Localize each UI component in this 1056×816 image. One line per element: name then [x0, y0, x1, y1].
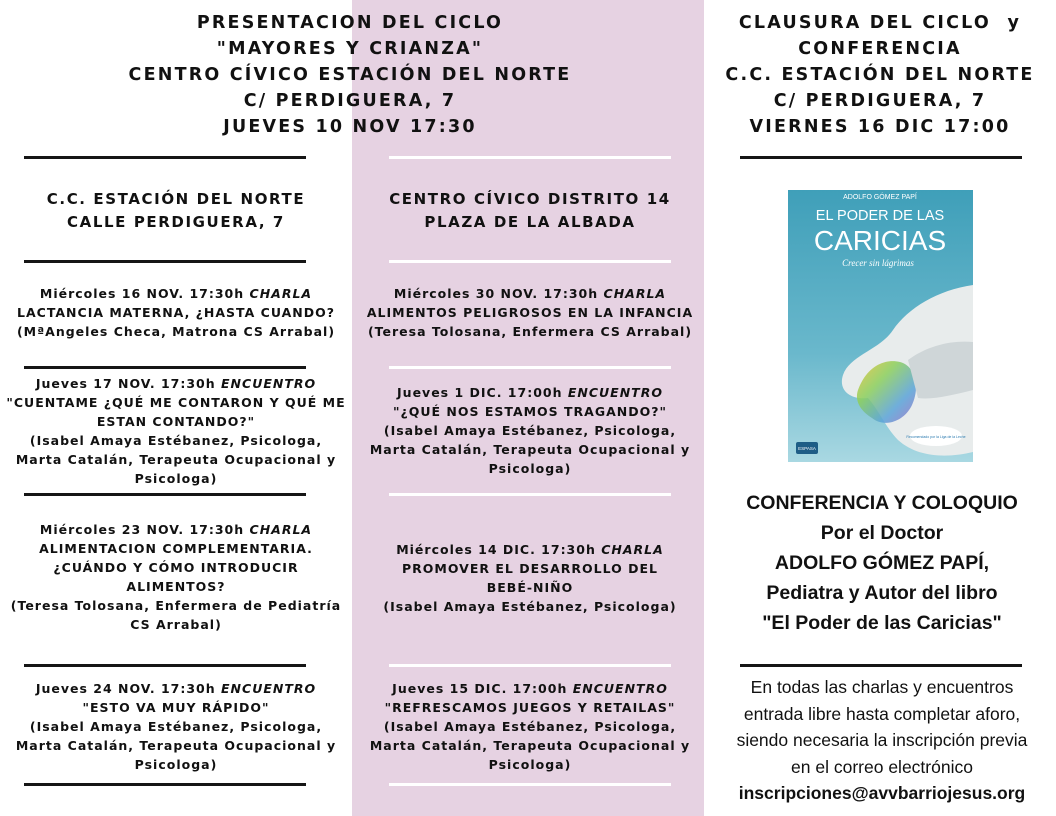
left-divider: [24, 156, 306, 159]
event-type: ENCUENTRO: [221, 681, 317, 696]
middle-event-2: [352, 383, 708, 478]
left-divider: [24, 783, 306, 786]
middle-divider: [389, 664, 671, 667]
event-type: ENCUENTRO: [567, 385, 663, 400]
event-date: Miércoles 16 NOV. 17:30h: [39, 286, 245, 301]
event-line: (Teresa Tolosana, Enfermera CS Arrabal): [367, 324, 693, 339]
registration-email-link[interactable]: inscripciones@avvbarriojesus.org: [738, 783, 1026, 803]
conference-line: CONFERENCIA Y COLOQUIO: [746, 492, 1018, 514]
middle-event-3: [352, 540, 708, 616]
event-line: (Isabel Amaya Estébanez, Psicologa,: [29, 433, 323, 448]
left-event-3: [0, 520, 352, 634]
event-line: (Isabel Amaya Estébanez, Psicologa,: [29, 719, 323, 734]
event-date: Miércoles 30 NOV. 17:30h: [393, 286, 599, 301]
conference-line: "El Poder de las Caricias": [762, 612, 1002, 634]
event-line: "REFRESCAMOS JUEGOS Y RETAILAS": [384, 700, 676, 715]
book-cover-image: [788, 190, 973, 462]
middle-divider: [389, 493, 671, 496]
event-line: Psicologa): [488, 461, 572, 476]
event-line: Marta Catalán, Terapeuta Ocupacional y: [15, 452, 337, 467]
registration-info: [704, 674, 1056, 807]
left-divider: [24, 260, 306, 263]
book-author: ADOLFO GÓMEZ PAPÍ: [843, 194, 917, 201]
event-line: LACTANCIA MATERNA, ¿HASTA CUANDO?: [17, 305, 335, 320]
event-line: "¿QUÉ NOS ESTAMOS TRAGANDO?": [392, 404, 668, 419]
left-divider: [24, 664, 306, 667]
event-line: "ESTO VA MUY RÁPIDO": [82, 700, 270, 715]
book-publisher: ESPASA: [798, 446, 816, 451]
event-line: BEBÉ-NIÑO: [486, 580, 574, 595]
book-badge: Recomendado por la Liga de la Leche: [906, 435, 966, 439]
conference-line: Por el Doctor: [820, 522, 944, 544]
event-date: Jueves 17 NOV. 17:30h: [35, 376, 216, 391]
event-line: Marta Catalán, Terapeuta Ocupacional y: [369, 738, 691, 753]
left-header-line: CENTRO CÍVICO ESTACIÓN DEL NORTE: [128, 65, 572, 85]
left-divider: [24, 366, 306, 369]
event-line: ALIMENTOS PELIGROSOS EN LA INFANCIA: [366, 305, 694, 320]
middle-venue-line: PLAZA DE LA ALBADA: [424, 213, 636, 231]
left-event-4: [0, 679, 352, 774]
right-header-line: CONFERENCIA: [798, 39, 962, 59]
event-line: (Teresa Tolosana, Enfermera de Pediatría: [10, 598, 342, 613]
conference-line: Pediatra y Autor del libro: [766, 582, 998, 604]
event-type: ENCUENTRO: [572, 681, 668, 696]
right-header: [704, 10, 1056, 140]
info-line: En todas las charlas y encuentros: [750, 677, 1014, 697]
conference-line: ADOLFO GÓMEZ PAPÍ,: [774, 552, 990, 574]
left-venue: [0, 188, 352, 234]
event-line: Psicologa): [134, 757, 218, 772]
middle-divider: [389, 156, 671, 159]
event-date: Jueves 15 DIC. 17:00h: [392, 681, 568, 696]
middle-divider: [389, 366, 671, 369]
event-line: ESTAN CONTANDO?": [96, 414, 256, 429]
conference-block: [704, 488, 1056, 638]
info-line: en el correo electrónico: [791, 756, 973, 777]
right-header-line: VIERNES 16 DIC 17:00: [749, 117, 1011, 137]
left-divider: [24, 493, 306, 496]
event-type: ENCUENTRO: [221, 376, 317, 391]
middle-divider: [389, 260, 671, 263]
book-title-top: EL PODER DE LAS: [815, 208, 945, 224]
left-header-line: PRESENTACION DEL CICLO: [196, 13, 504, 33]
event-date: Jueves 24 NOV. 17:30h: [35, 681, 216, 696]
middle-venue: [352, 188, 708, 234]
left-event-2: [0, 374, 352, 488]
event-line: (MªAngeles Checa, Matrona CS Arrabal): [16, 324, 336, 339]
book-subtitle: Crecer sin lágrimas: [842, 258, 914, 268]
event-line: ALIMENTACION COMPLEMENTARIA.: [39, 541, 313, 556]
event-line: Psicologa): [134, 471, 218, 486]
info-line: siendo necesaria la inscripción previa: [736, 730, 1028, 750]
right-divider: [740, 664, 1022, 667]
left-header-line: C/ PERDIGUERA, 7: [243, 91, 457, 111]
event-type: CHARLA: [603, 286, 667, 301]
book-title-main: CARICIAS: [813, 225, 947, 256]
event-date: Miércoles 23 NOV. 17:30h: [39, 522, 245, 537]
event-type: CHARLA: [601, 542, 664, 557]
middle-event-1: [352, 284, 708, 341]
left-venue-line: C.C. ESTACIÓN DEL NORTE: [46, 190, 306, 208]
event-type: CHARLA: [249, 286, 313, 301]
right-header-line: C.C. ESTACIÓN DEL NORTE: [725, 65, 1035, 85]
middle-venue-line: CENTRO CÍVICO DISTRITO 14: [389, 190, 671, 208]
event-line: Psicologa): [488, 757, 572, 772]
event-line: ¿CUÁNDO Y CÓMO INTRODUCIR: [53, 560, 299, 575]
event-line: (Isabel Amaya Estébanez, Psicologa,: [383, 423, 677, 438]
event-line: CS Arrabal): [130, 617, 222, 632]
middle-divider: [389, 783, 671, 786]
event-line: PROMOVER EL DESARROLLO DEL: [402, 561, 658, 576]
event-line: ALIMENTOS?: [126, 579, 226, 594]
middle-event-4: [352, 679, 708, 774]
right-divider: [740, 156, 1022, 159]
left-event-1: [0, 284, 352, 341]
event-line: Marta Catalán, Terapeuta Ocupacional y: [369, 442, 691, 457]
event-date: Miércoles 14 DIC. 17:30h: [396, 542, 596, 557]
event-line: (Isabel Amaya Estébanez, Psicologa): [383, 599, 677, 614]
info-line: entrada libre hasta completar aforo,: [743, 703, 1021, 724]
event-line: (Isabel Amaya Estébanez, Psicologa,: [383, 719, 677, 734]
event-date: Jueves 1 DIC. 17:00h: [397, 385, 563, 400]
right-header-line: CLAUSURA DEL CICLO y: [738, 13, 1022, 33]
left-venue-line: CALLE PERDIGUERA, 7: [67, 213, 285, 231]
right-header-line: C/ PERDIGUERA, 7: [773, 91, 987, 111]
event-type: CHARLA: [249, 522, 313, 537]
event-line: "CUENTAME ¿QUÉ ME CONTARON Y QUÉ ME: [6, 395, 346, 410]
event-line: Marta Catalán, Terapeuta Ocupacional y: [15, 738, 337, 753]
left-header-line: JUEVES 10 NOV 17:30: [223, 117, 477, 137]
left-header-line: "MAYORES Y CRIANZA": [216, 39, 484, 59]
left-header: [110, 10, 590, 140]
